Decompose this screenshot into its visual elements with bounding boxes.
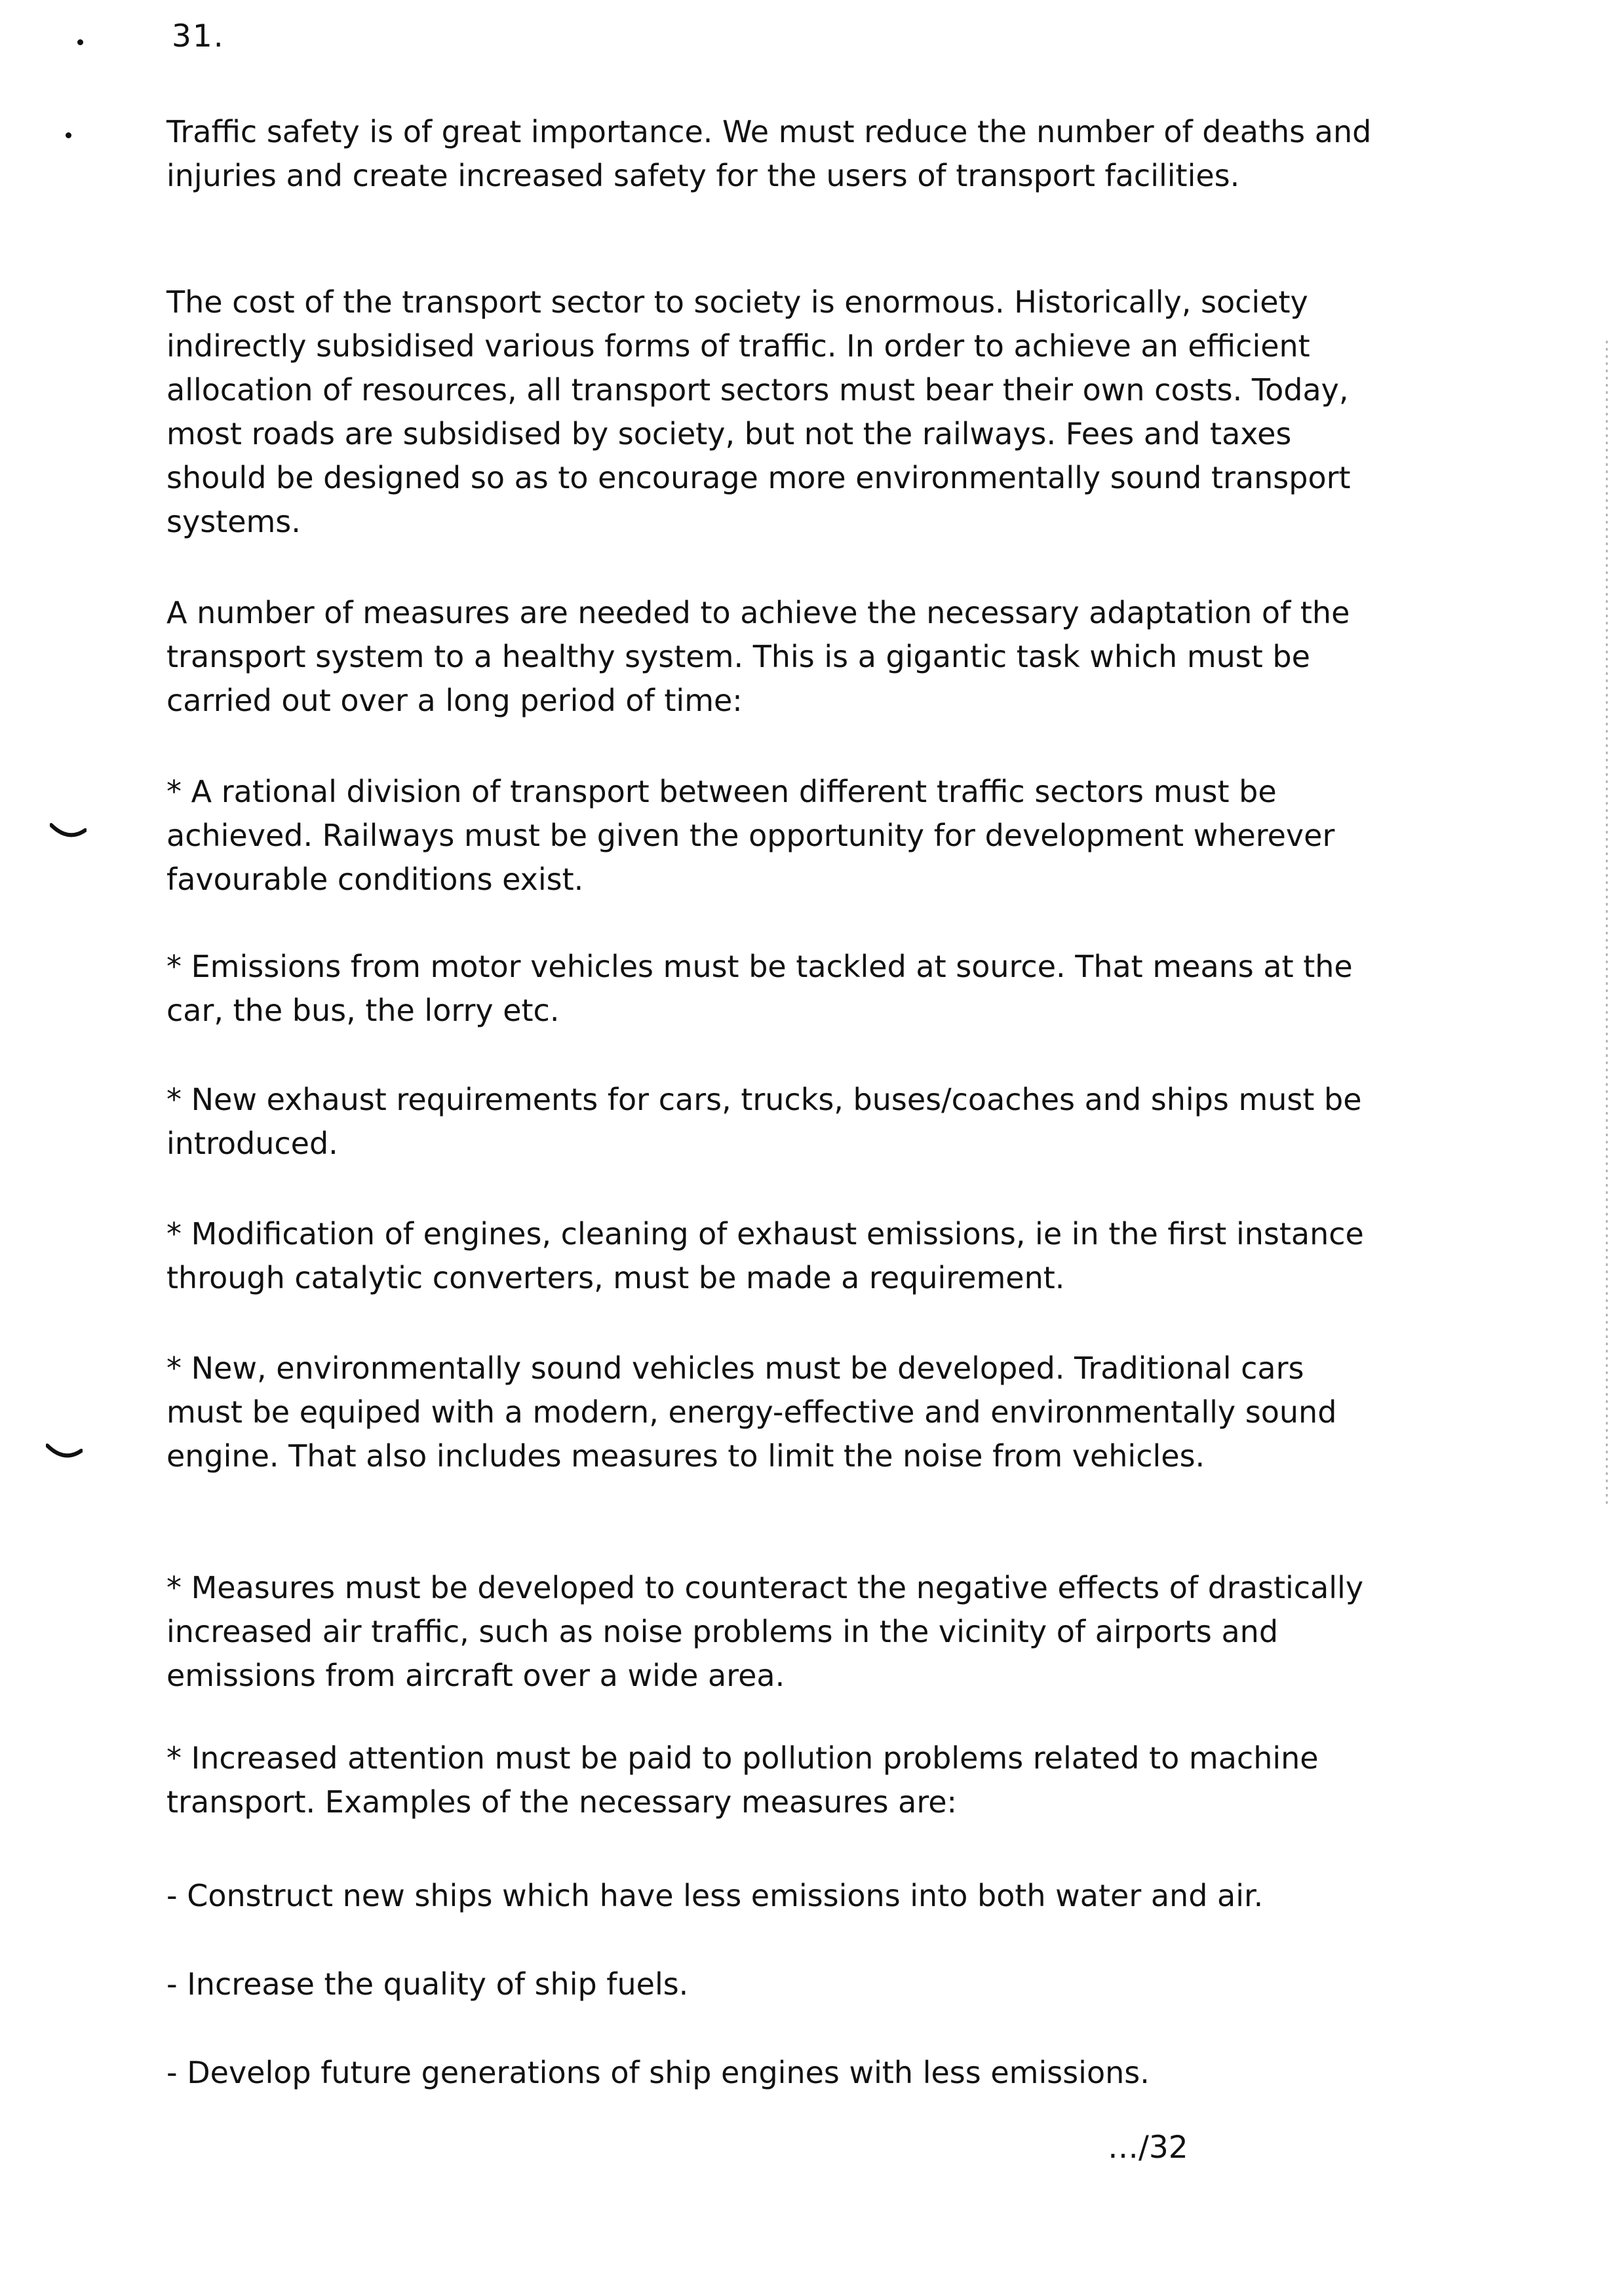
dash-item-ship-engines: - Develop future generations of ship engines with less emissions.: [166, 2055, 1150, 2090]
bullet-emissions-at-source: * Emissions from motor vehicles must be tackled at source. That means at the car, the bus, the lorry etc.: [166, 949, 1353, 1028]
dash-item-new-ships: - Construct new ships which have less emissions into both water and air.: [166, 1878, 1264, 1913]
paragraph-traffic-safety: Traffic safety is of great importance. We must reduce the number of deaths and injuries and create increased safety for the users of transport facilities.: [166, 114, 1372, 193]
dash-item-ship-fuels: - Increase the quality of ship fuels.: [166, 1966, 689, 2002]
bullet-sound-vehicles: * New, environmentally sound vehicles must be developed. Traditional cars must be equiped with a modern, energy-effective and environmentally sound engine. That also includes measures to limit the noise from vehicles.: [166, 1350, 1337, 1474]
paragraph-transport-costs: The cost of the transport sector to society is enormous. Historically, society indirectly subsidised various forms of traffic. In order to achieve an efficient allocation of resources, all transport sectors must bear their own costs. Today, most roads are subsidised by society, but not the railways. Fees and taxes should be designed so as to encourage more environmentally sound transport systems.: [166, 284, 1351, 539]
paragraph-measures-intro: A number of measures are needed to achieve the necessary adaptation of the transport system to a healthy system. This is a gigantic task which must be carried out over a long period of time:: [166, 595, 1350, 718]
bullet-exhaust-requirements: * New exhaust requirements for cars, trucks, buses/coaches and ships must be introduced.: [166, 1082, 1362, 1161]
bullet-engine-modification: * Modification of engines, cleaning of exhaust emissions, ie in the first instance through catalytic converters, must be made a requirement.: [166, 1216, 1364, 1295]
page-number: 31.: [172, 18, 225, 54]
margin-dot: [77, 39, 83, 45]
bullet-machine-transport: * Increased attention must be paid to pollution problems related to machine transport. Examples of the necessary measures are:: [166, 1740, 1319, 1820]
scan-edge-line: [1606, 341, 1608, 1507]
margin-mark: [46, 1443, 83, 1463]
bullet-air-traffic: * Measures must be developed to counteract the negative effects of drastically increased air traffic, such as noise problems in the vicinity of airports and emissions from aircraft over a wide area.: [166, 1570, 1364, 1693]
margin-dot: [66, 132, 71, 138]
continuation-marker: …/32: [1108, 2130, 1188, 2166]
bullet-rational-division: * A rational division of transport between different traffic sectors must be achieved. Railways must be given the opportunity for development wherever favourable conditions exist.: [166, 774, 1335, 897]
margin-mark: [50, 822, 87, 842]
